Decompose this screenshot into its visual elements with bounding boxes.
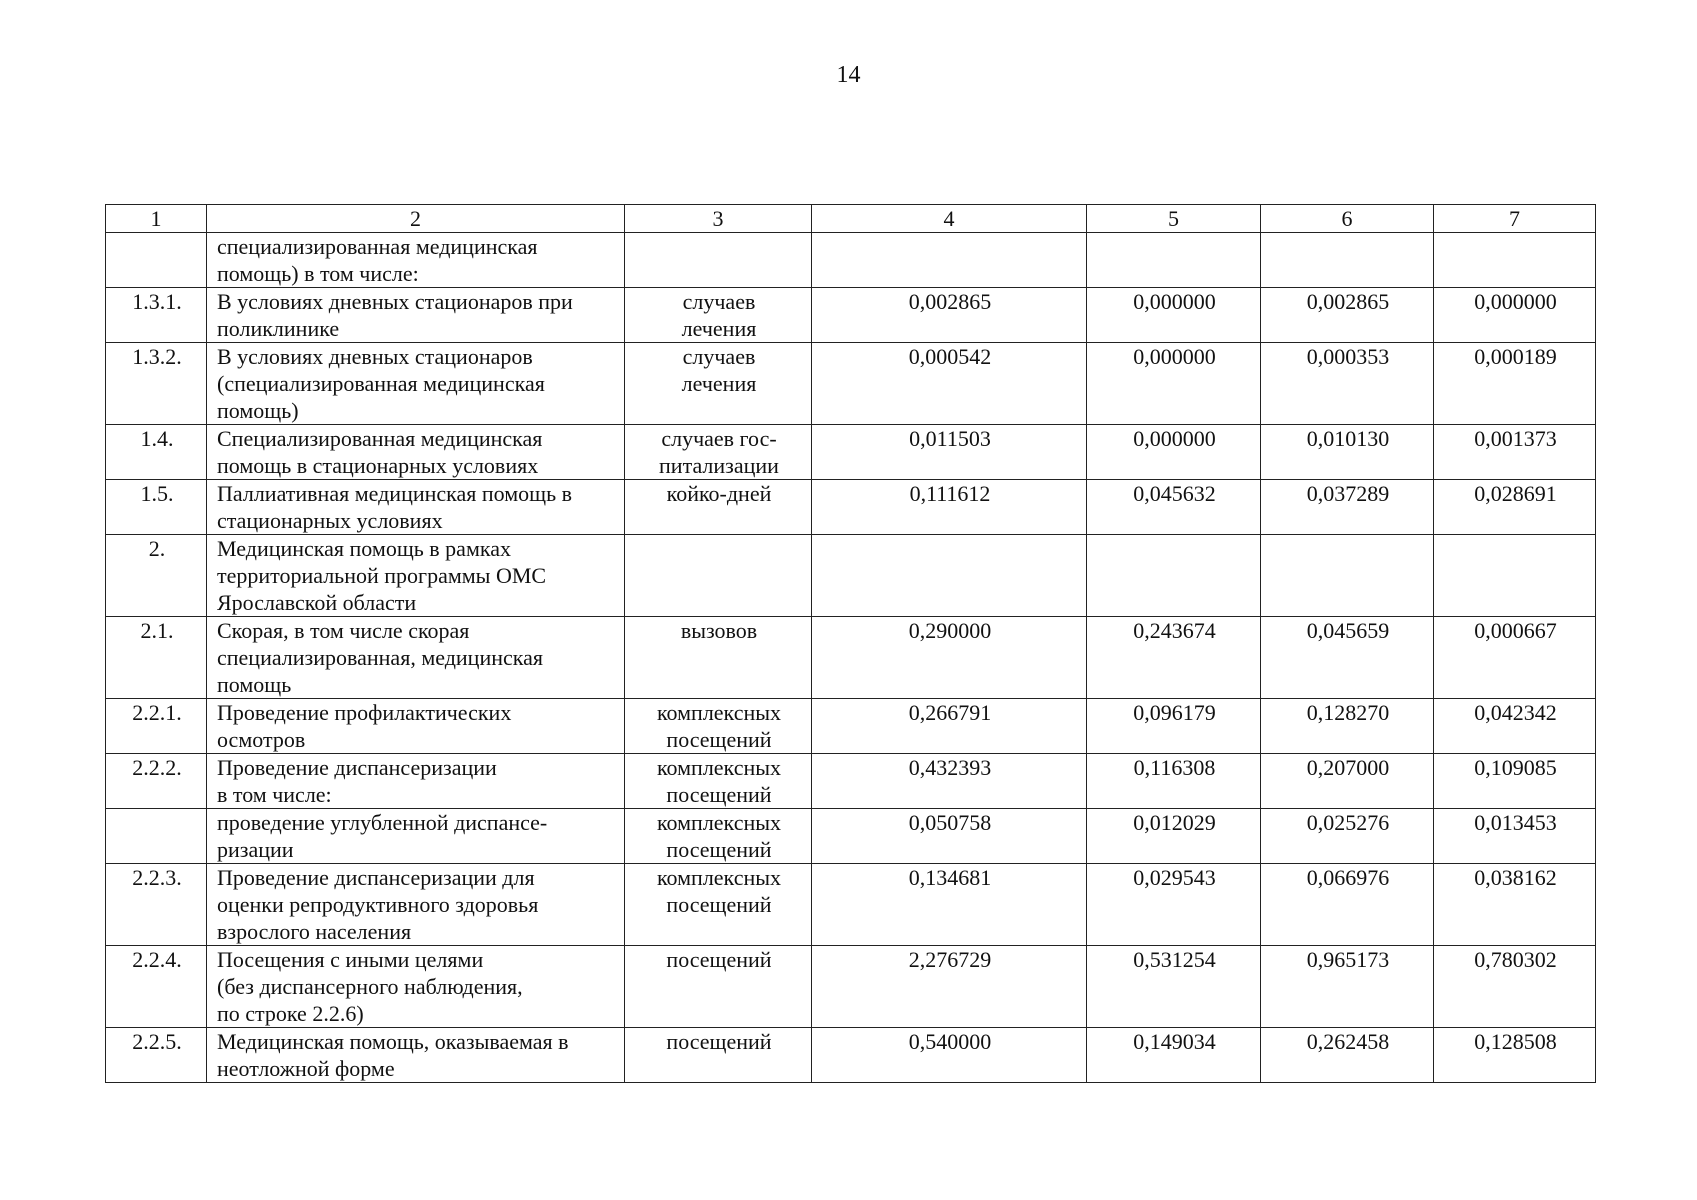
row-number: 2.2.4. — [106, 946, 207, 1028]
row-value: 0,000000 — [1087, 425, 1261, 480]
header-cell: 1 — [106, 205, 207, 233]
table-row — [106, 864, 1596, 946]
row-value — [812, 233, 1087, 288]
row-unit: посещений — [625, 946, 812, 1028]
row-value: 0,000189 — [1434, 343, 1596, 425]
row-name: В условиях дневных стационаров (специализированная медицинская помощь) — [207, 343, 625, 425]
table-row — [106, 233, 1596, 288]
row-number: 2.2.5. — [106, 1028, 207, 1083]
row-name: проведение углубленной диспансе- ризации — [207, 809, 625, 864]
row-number: 2.2.2. — [106, 754, 207, 809]
row-unit: койко-дней — [625, 480, 812, 535]
row-unit: случаев гос- питализации — [625, 425, 812, 480]
row-unit — [625, 535, 812, 617]
row-value: 0,000542 — [812, 343, 1087, 425]
header-cell: 3 — [625, 205, 812, 233]
row-value: 0,262458 — [1261, 1028, 1434, 1083]
row-value: 0,000000 — [1087, 288, 1261, 343]
row-value: 0,540000 — [812, 1028, 1087, 1083]
row-name: Проведение профилактических осмотров — [207, 699, 625, 754]
row-unit — [625, 233, 812, 288]
row-name: Скорая, в том числе скорая специализированная, медицинская помощь — [207, 617, 625, 699]
row-value: 0,066976 — [1261, 864, 1434, 946]
row-value: 0,780302 — [1434, 946, 1596, 1028]
row-value: 0,000667 — [1434, 617, 1596, 699]
row-value: 0,000000 — [1087, 343, 1261, 425]
row-value: 0,011503 — [812, 425, 1087, 480]
row-value: 0,029543 — [1087, 864, 1261, 946]
table-header-row — [106, 205, 1596, 233]
row-value: 0,111612 — [812, 480, 1087, 535]
row-value: 0,134681 — [812, 864, 1087, 946]
row-value: 0,096179 — [1087, 699, 1261, 754]
header-cell: 5 — [1087, 205, 1261, 233]
row-value: 0,045659 — [1261, 617, 1434, 699]
row-name: Специализированная медицинская помощь в стационарных условиях — [207, 425, 625, 480]
row-value: 0,012029 — [1087, 809, 1261, 864]
row-value: 0,002865 — [812, 288, 1087, 343]
table-row — [106, 535, 1596, 617]
row-unit: комплексных посещений — [625, 864, 812, 946]
row-value: 0,109085 — [1434, 754, 1596, 809]
table-row — [106, 288, 1596, 343]
table-row — [106, 617, 1596, 699]
row-value: 0,025276 — [1261, 809, 1434, 864]
row-name: Проведение диспансеризации в том числе: — [207, 754, 625, 809]
row-number: 2.2.3. — [106, 864, 207, 946]
row-value: 2,276729 — [812, 946, 1087, 1028]
row-name: Паллиативная медицинская помощь в стационарных условиях — [207, 480, 625, 535]
row-value: 0,045632 — [1087, 480, 1261, 535]
row-value: 0,116308 — [1087, 754, 1261, 809]
table-row — [106, 754, 1596, 809]
row-value: 0,038162 — [1434, 864, 1596, 946]
row-number: 2.1. — [106, 617, 207, 699]
row-value — [1261, 535, 1434, 617]
row-value: 0,128270 — [1261, 699, 1434, 754]
row-number — [106, 233, 207, 288]
table-row — [106, 480, 1596, 535]
row-value — [1087, 535, 1261, 617]
row-value: 0,000000 — [1434, 288, 1596, 343]
header-cell: 4 — [812, 205, 1087, 233]
row-value: 0,037289 — [1261, 480, 1434, 535]
row-value: 0,001373 — [1434, 425, 1596, 480]
row-number: 2.2.1. — [106, 699, 207, 754]
row-value: 0,002865 — [1261, 288, 1434, 343]
row-value — [1434, 535, 1596, 617]
row-unit: случаев лечения — [625, 288, 812, 343]
page-number: 14 — [836, 62, 861, 88]
row-unit: случаев лечения — [625, 343, 812, 425]
row-number: 2. — [106, 535, 207, 617]
row-value: 0,000353 — [1261, 343, 1434, 425]
row-unit: посещений — [625, 1028, 812, 1083]
row-name: специализированная медицинская помощь) в том числе: — [207, 233, 625, 288]
header-cell: 2 — [207, 205, 625, 233]
row-name: Медицинская помощь в рамках территориальной программы ОМС Ярославской области — [207, 535, 625, 617]
row-value: 0,243674 — [1087, 617, 1261, 699]
row-value: 0,010130 — [1261, 425, 1434, 480]
table-row — [106, 1028, 1596, 1083]
header-cell: 7 — [1434, 205, 1596, 233]
table-row — [106, 343, 1596, 425]
row-value: 0,965173 — [1261, 946, 1434, 1028]
row-name: В условиях дневных стационаров при поликлинике — [207, 288, 625, 343]
row-value: 0,207000 — [1261, 754, 1434, 809]
row-unit: вызовов — [625, 617, 812, 699]
table-row — [106, 699, 1596, 754]
row-value: 0,028691 — [1434, 480, 1596, 535]
row-name: Медицинская помощь, оказываемая в неотложной форме — [207, 1028, 625, 1083]
row-number: 1.3.2. — [106, 343, 207, 425]
row-value: 0,050758 — [812, 809, 1087, 864]
row-unit: комплексных посещений — [625, 754, 812, 809]
row-name: Проведение диспансеризации для оценки репродуктивного здоровья взрослого населения — [207, 864, 625, 946]
header-cell: 6 — [1261, 205, 1434, 233]
table-row — [106, 946, 1596, 1028]
row-value: 0,013453 — [1434, 809, 1596, 864]
data-table — [105, 204, 1596, 1083]
row-unit: комплексных посещений — [625, 809, 812, 864]
row-number: 1.5. — [106, 480, 207, 535]
row-number — [106, 809, 207, 864]
row-value — [1261, 233, 1434, 288]
row-value: 0,432393 — [812, 754, 1087, 809]
row-value: 0,149034 — [1087, 1028, 1261, 1083]
row-value — [1434, 233, 1596, 288]
table-row — [106, 809, 1596, 864]
row-name: Посещения с иными целями (без диспансерного наблюдения, по строке 2.2.6) — [207, 946, 625, 1028]
row-value: 0,290000 — [812, 617, 1087, 699]
row-value — [1087, 233, 1261, 288]
row-number: 1.4. — [106, 425, 207, 480]
row-value: 0,531254 — [1087, 946, 1261, 1028]
row-value: 0,266791 — [812, 699, 1087, 754]
row-unit: комплексных посещений — [625, 699, 812, 754]
row-value: 0,128508 — [1434, 1028, 1596, 1083]
table-row — [106, 425, 1596, 480]
table-body — [106, 205, 1596, 1083]
row-value — [812, 535, 1087, 617]
row-number: 1.3.1. — [106, 288, 207, 343]
row-value: 0,042342 — [1434, 699, 1596, 754]
